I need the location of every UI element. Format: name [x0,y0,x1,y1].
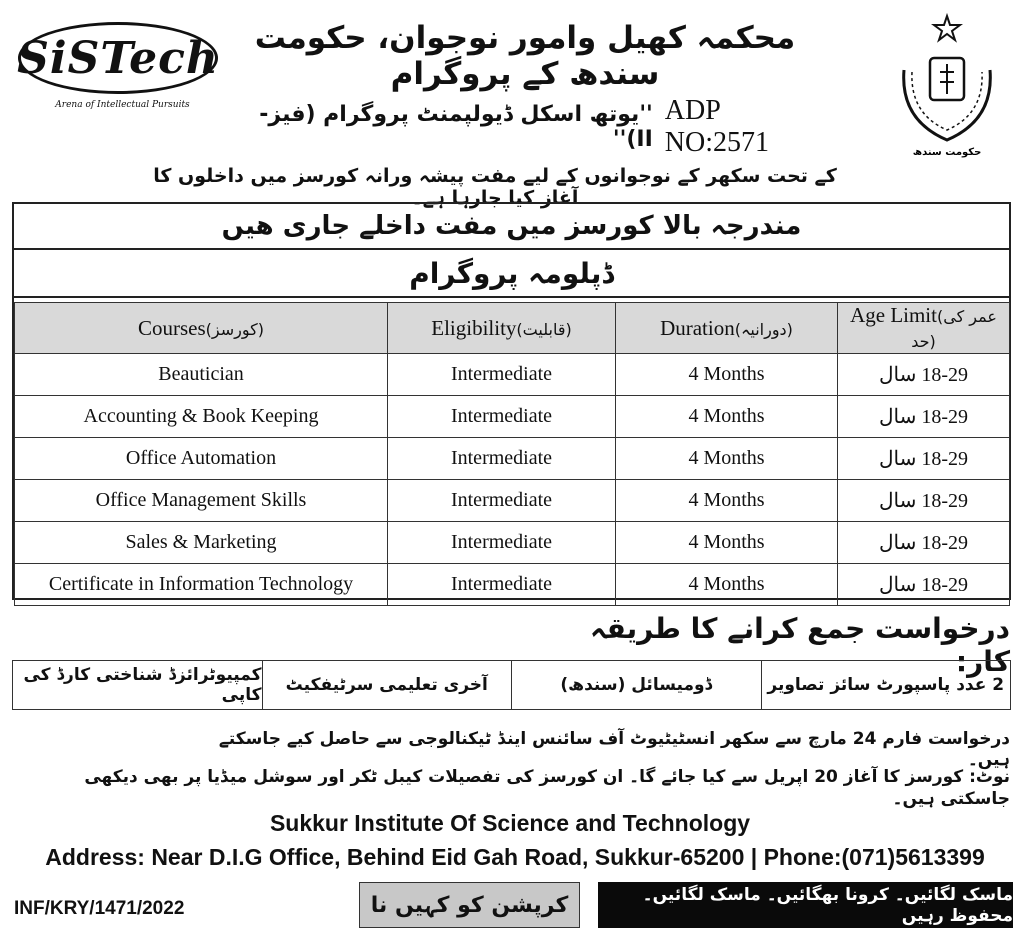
document-cnic: کمپیوٹرائزڈ شناختی کارڈ کی کاپی [23,665,262,705]
courses-table [14,302,1010,606]
duration-cell: 4 Months [616,564,838,606]
eligibility-cell: Intermediate [388,354,616,396]
procedure-heading: درخواست جمع کرانے کا طریقہ کار: [590,612,1010,678]
eligibility-cell: Intermediate [388,522,616,564]
emblem-caption: حکومت سندھ [912,147,982,158]
header-age-limit: Age Limit(عمر کی حد) [838,303,1010,354]
logo-text: SiSTech [17,32,219,84]
duration-cell: 4 Months [616,480,838,522]
course-cell: Certificate in Information Technology [15,564,388,606]
logo-tagline: Arena of Intellectual Pursuits [55,100,190,110]
course-cell: Office Management Skills [15,480,388,522]
program-name: ''یوتھ اسکل ڈیولپمنٹ پروگرام (فیز-II)'' [259,102,653,152]
document-photos: 2 عدد پاسپورٹ سائز تصاویر [761,661,1011,709]
table-row [15,480,1010,522]
note-line: نوٹ: کورسز کا آغاز 20 اپریل سے کیا جائے گا۔ ان کورسز کی تفصیلات کیبل ٹکر اور سوشل میڈیا پر بھی دیکھی جاسکتی ہیں۔ [84,767,1010,809]
eligibility-cell: Intermediate [388,480,616,522]
intro-line: کے تحت سکھر کے نوجوانوں کے لیے مفت پیشہ ورانہ کورسز میں داخلوں کا آغاز کیا جارہا ہے۔ [153,165,837,209]
address-line: Address: Near D.I.G Office, Behind Eid Gah Road, Sukkur-65200 | Phone:(071)5613399 [45,844,985,870]
table-row [15,438,1010,480]
sindh-government-emblem-icon [890,10,1005,160]
age-cell: 18-29 سال [838,480,1010,522]
duration-cell: 4 Months [616,522,838,564]
table-header-row [15,303,1010,354]
required-documents-row [12,660,1011,710]
duration-cell: 4 Months [616,396,838,438]
table-row [15,522,1010,564]
anti-corruption-slogan: کرپشن کو کہیں نا [359,882,580,928]
table-row [15,396,1010,438]
eligibility-cell: Intermediate [388,396,616,438]
age-cell: 18-29 سال [838,396,1010,438]
duration-cell: 4 Months [616,354,838,396]
mask-slogan: ماسک لگائیں۔ کرونا بھگائیں۔ ماسک لگائیں۔ محفوظ رہیں [598,882,1013,928]
course-cell: Sales & Marketing [15,522,388,564]
course-cell: Accounting & Book Keeping [15,396,388,438]
course-cell: Beautician [15,354,388,396]
eligibility-cell: Intermediate [388,438,616,480]
course-cell: Office Automation [15,438,388,480]
eligibility-cell: Intermediate [388,564,616,606]
header-courses: Courses(کورسز) [15,303,388,354]
table-row [15,354,1010,396]
age-cell: 18-29 سال [838,564,1010,606]
reference-code: INF/KRY/1471/2022 [14,898,185,919]
header-eligibility: Eligibility(قابلیت) [388,303,616,354]
age-cell: 18-29 سال [838,522,1010,564]
adp-number: ADP NO:2571 [664,95,770,158]
admissions-banner: مندرجہ بالا کورسز میں مفت داخلے جاری ھیں [14,204,1009,250]
institute-name: Sukkur Institute Of Science and Technology [269,810,751,836]
age-cell: 18-29 سال [838,438,1010,480]
department-line: محکمہ کھیل وامور نوجوان، حکومت سندھ کے پروگرام [254,20,796,92]
program-type-banner: ڈپلومہ پروگرام [14,250,1009,298]
form-availability-line: درخواست فارم 24 مارچ سے سکھر انسٹیٹیوٹ آف سائنس اینڈ ٹیکنالوجی سے حاصل کیے جاسکتے ہیں۔ [218,729,1010,770]
sistech-logo [18,22,218,94]
program-line [235,95,825,159]
duration-cell: 4 Months [616,438,838,480]
document-domicile: ڈومیسائل (سندھ) [511,661,761,709]
header-duration: Duration(دورانیہ) [616,303,838,354]
age-cell: 18-29 سال [838,354,1010,396]
table-row [15,564,1010,606]
document-certificate: آخری تعلیمی سرٹیفکیٹ [262,661,512,709]
